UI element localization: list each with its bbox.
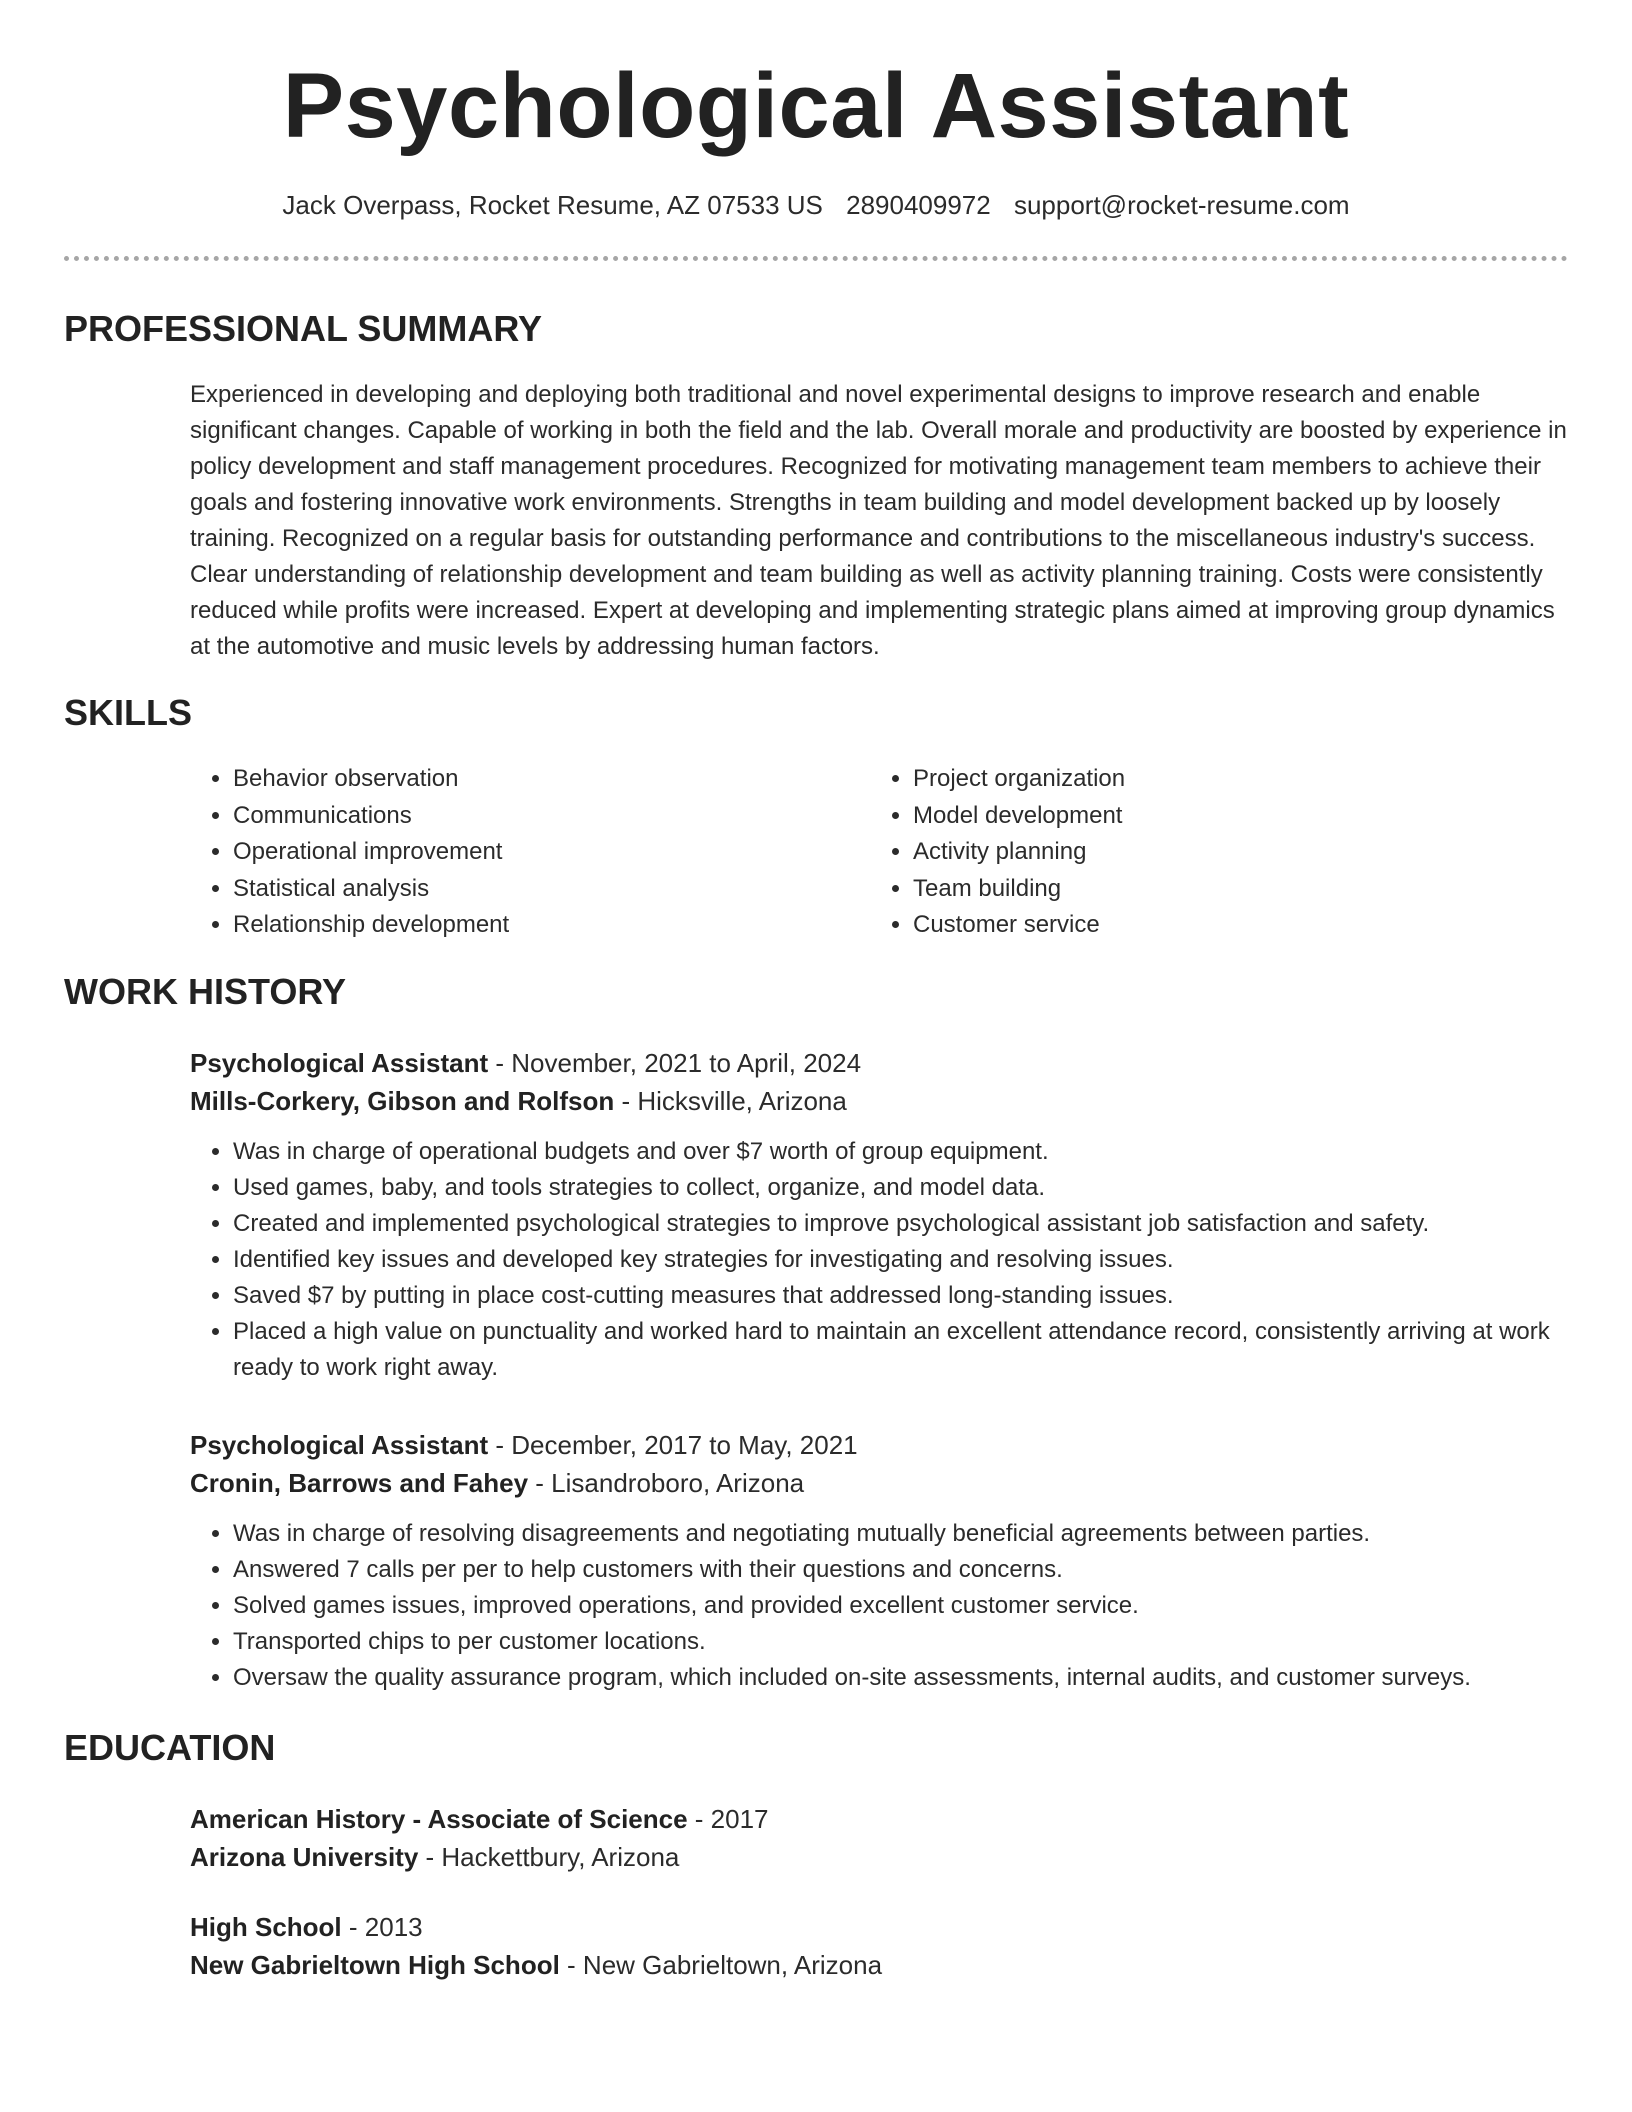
skill-item: • Activity planning: [913, 834, 1125, 871]
job-dates: - December, 2017 to May, 2021: [488, 1429, 858, 1460]
job-bullets: [190, 1516, 1568, 1696]
job-bullet: • Solved games issues, improved operations, and provided excellent customer service.: [233, 1588, 1568, 1624]
skill-item: • Behavior observation: [233, 761, 870, 798]
education-year: - 2017: [687, 1803, 769, 1834]
job-company: Cronin, Barrows and Fahey: [190, 1467, 529, 1498]
summary-text: Experienced in developing and deploying both traditional and novel experimental designs to improve research and enable significant changes. Capable of working in both the field and the lab. Overall morale and productivity are boosted by experience in policy development and staff management procedures. Recognized for motivating management team members to achieve their goals and fostering innovative work environments. Strengths in team building and model development backed up by loosely training. Recognized on a regular basis for outstanding performance and contributions to the miscellaneous industry's success. Clear understanding of relationship development and team building as well as activity planning training. Costs were consistently reduced while profits were increased. Expert at developing and implementing strategic plans aimed at improving group dynamics at the automotive and music levels by addressing human factors.: [190, 381, 1567, 660]
job-dates: - November, 2021 to April, 2024: [488, 1047, 862, 1078]
skill-item: • Communications: [233, 798, 870, 835]
education-school-line: [190, 1838, 1568, 1876]
skill-item: • Relationship development: [233, 907, 870, 944]
job-company: Mills-Corkery, Gibson and Rolfson: [190, 1085, 615, 1116]
skill-item: • Statistical analysis: [233, 871, 870, 908]
job-bullets: [190, 1134, 1568, 1386]
skills-heading: SKILLS: [64, 692, 193, 733]
education-degree: American History - Associate of Science: [190, 1803, 688, 1834]
resume-header: [0, 0, 1632, 222]
skill-item: • Model development: [913, 798, 1125, 835]
education-entry: [190, 1800, 1568, 1876]
job-entry: [190, 1426, 1568, 1696]
skills-list: [190, 761, 1568, 944]
job-bullet: • Was in charge of operational budgets and over $7 worth of group equipment.: [233, 1134, 1568, 1170]
skill-item: • Operational improvement: [233, 834, 870, 871]
education-year: - 2013: [341, 1911, 423, 1942]
education-degree-line: [190, 1908, 1568, 1946]
job-company-line: [190, 1464, 1568, 1502]
skills-column-1: [190, 761, 870, 944]
job-bullet: • Was in charge of resolving disagreements and negotiating mutually beneficial agreements between parties.: [233, 1516, 1568, 1552]
skill-item: • Team building: [913, 871, 1125, 908]
contact-email[interactable]: support@rocket-resume.com: [1013, 190, 1350, 220]
job-location: - Lisandroboro, Arizona: [528, 1467, 805, 1498]
education-degree-line: [190, 1800, 1568, 1838]
education-location: - New Gabrieltown, Arizona: [559, 1949, 883, 1980]
education-school: Arizona University: [190, 1841, 419, 1872]
job-bullet: • Identified key issues and developed key strategies for investigating and resolving issues.: [233, 1242, 1568, 1278]
job-bullet: • Placed a high value on punctuality and worked hard to maintain an excellent attendance record, consistently arriving at work ready to work right away.: [233, 1314, 1568, 1386]
job-position: Psychological Assistant: [190, 1429, 489, 1460]
job-bullet: • Answered 7 calls per per to help customers with their questions and concerns.: [233, 1552, 1568, 1588]
education-location: - Hackettbury, Arizona: [418, 1841, 680, 1872]
summary-heading: PROFESSIONAL SUMMARY: [64, 308, 543, 349]
job-bullet: • Transported chips to per customer locations.: [233, 1624, 1568, 1660]
header-divider: [64, 256, 1568, 261]
job-location: - Hicksville, Arizona: [614, 1085, 847, 1116]
job-bullet: • Created and implemented psychological strategies to improve psychological assistant job satisfaction and safety.: [233, 1206, 1568, 1242]
job-entry: [190, 1044, 1568, 1386]
skills-column-2: [870, 761, 1125, 944]
education-heading: EDUCATION: [64, 1726, 276, 1768]
job-company-line: [190, 1082, 1568, 1120]
job-bullet: • Saved $7 by putting in place cost-cutting measures that addressed long-standing issues.: [233, 1278, 1568, 1314]
contact-address: Jack Overpass, Rocket Resume, AZ 07533 US: [282, 190, 823, 220]
education-school: New Gabrieltown High School: [190, 1949, 560, 1980]
skill-item: • Customer service: [913, 907, 1125, 944]
job-bullet: • Oversaw the quality assurance program, which included on-site assessments, internal audits, and customer surveys.: [233, 1660, 1568, 1696]
education-school-line: [190, 1946, 1568, 1984]
contact-line: [0, 188, 1632, 222]
resume-title: Psychological Assistant: [282, 55, 1350, 157]
job-title-line: [190, 1044, 1568, 1082]
work-history-heading: WORK HISTORY: [64, 970, 347, 1012]
job-bullet: • Used games, baby, and tools strategies to collect, organize, and model data.: [233, 1170, 1568, 1206]
skill-item: • Project organization: [913, 761, 1125, 798]
job-position: Psychological Assistant: [190, 1047, 489, 1078]
education-entry: [190, 1908, 1568, 1984]
contact-phone: 2890409972: [846, 190, 991, 220]
job-title-line: [190, 1426, 1568, 1464]
education-degree: High School: [190, 1911, 342, 1942]
